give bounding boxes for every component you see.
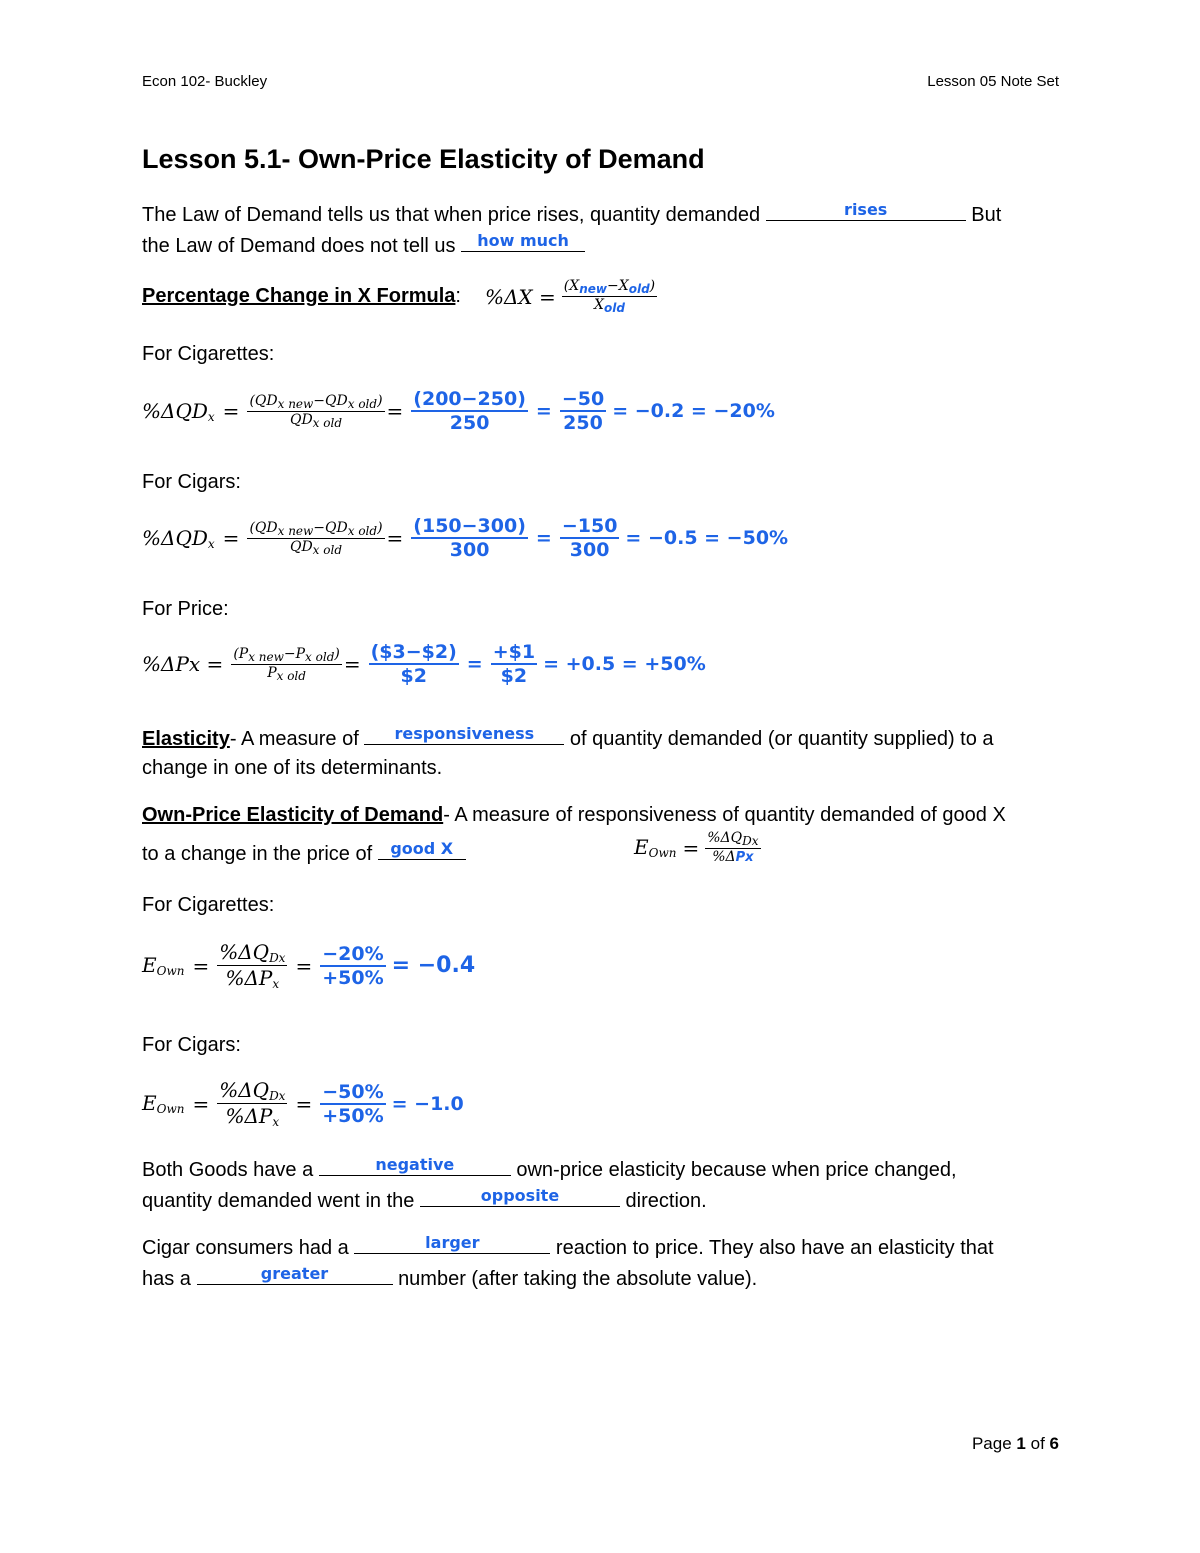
price-den-a: P xyxy=(267,664,277,681)
cig-e-formula xyxy=(142,940,475,991)
price-num-a: (P xyxy=(233,645,249,662)
own-price-formula xyxy=(634,830,761,865)
cigar-consumers-blank-1 xyxy=(354,1235,550,1254)
price-formula xyxy=(142,641,706,687)
price-hand-den1: $2 xyxy=(369,663,459,687)
own-price-formula-den xyxy=(705,848,760,865)
pct-den-old: old xyxy=(603,301,625,315)
cigar-e-hand-result: = −1.0 xyxy=(391,1092,464,1115)
cig-qd-hand-num1: (200−250) xyxy=(413,388,526,410)
cigar-qd-label: For Cigars: xyxy=(142,471,241,493)
both-line-2 xyxy=(142,1188,707,1213)
own-price-text-2: to a change in the price of xyxy=(142,843,373,865)
cigar-e-num-sub: Dx xyxy=(269,1089,286,1103)
cig-qd-eq: = xyxy=(222,399,240,423)
own-price-formula-num-sub: Dx xyxy=(742,834,759,848)
cigar-qd-den xyxy=(247,538,384,557)
cig-e-num-sub: Dx xyxy=(269,951,286,965)
cig-e-den xyxy=(217,965,287,991)
cigar-e-num-a: %ΔQ xyxy=(219,1078,270,1102)
cig-qd-hand-eq: = xyxy=(535,400,552,422)
page-number-label: Page xyxy=(971,1434,1012,1453)
cigar-e-eq2: = xyxy=(295,1091,313,1116)
cigar-qd-den-sub: x old xyxy=(312,542,342,557)
cigar-e-den-sub: x xyxy=(272,1115,280,1129)
page-number-of: of xyxy=(1030,1434,1045,1453)
law-text-3: the Law of Demand does not tell us xyxy=(142,235,456,257)
law-text-2: But xyxy=(971,204,1002,226)
elasticity-text-1: - A measure of xyxy=(229,728,359,750)
law-blank-2 xyxy=(461,233,585,252)
cig-e-lhs-e: E xyxy=(142,953,157,977)
cig-e-den-a: %ΔP xyxy=(225,966,273,990)
cigar-qd-lhs-main: %ΔQD xyxy=(142,525,208,550)
pct-formula-lhs: %ΔX = xyxy=(484,284,556,309)
cigar-consumers-answer-2: greater xyxy=(260,1264,329,1283)
both-blank-2 xyxy=(420,1188,620,1207)
own-price-formula-sub: Own xyxy=(648,846,677,860)
law-answer-2: how much xyxy=(477,231,569,250)
cigar-e-label: For Cigars: xyxy=(142,1034,241,1056)
price-num-mid: −P xyxy=(283,645,306,662)
cigar-qd-eq: = xyxy=(222,526,240,550)
cigar-e-lhs-e: E xyxy=(142,1091,157,1115)
cig-qd-num-sub2: x old xyxy=(347,396,378,411)
cigar-consumers-line-1 xyxy=(142,1235,994,1260)
pct-num-close: ) xyxy=(649,278,656,294)
cigar-consumers-text-2: reaction to price. They also have an elasticity that xyxy=(555,1237,994,1259)
cig-qd-hand-den1: 250 xyxy=(411,410,528,434)
cig-qd-lhs xyxy=(142,399,215,424)
cigar-consumers-answer-1: larger xyxy=(425,1233,480,1252)
both-line-1 xyxy=(142,1157,957,1182)
law-line-1 xyxy=(142,202,1001,227)
cig-qd-hand-num2: −50 xyxy=(561,388,605,410)
cigar-qd-num-mid: −QD xyxy=(313,519,348,536)
cig-qd-hand-den2: 250 xyxy=(560,410,606,434)
cig-e-hand-den: +50% xyxy=(322,966,384,989)
price-hand-frac2 xyxy=(491,641,537,687)
cigar-qd-hand-result: = −0.5 = −50% xyxy=(625,527,789,549)
own-price-formula-lhs xyxy=(634,835,676,860)
pct-formula-colon: : xyxy=(455,285,461,307)
pct-formula-line xyxy=(142,278,657,315)
law-answer-1: rises xyxy=(844,200,888,219)
header-left: Econ 102- Buckley xyxy=(142,73,268,90)
cig-qd-num-mid: −QD xyxy=(313,392,348,409)
own-price-line-2 xyxy=(142,841,466,866)
cigar-consumers-text-4: number (after taking the absolute value). xyxy=(398,1268,758,1290)
header-right: Lesson 05 Note Set xyxy=(927,73,1059,90)
cig-qd-num-a: (QD xyxy=(249,392,278,409)
cigar-qd-num-close: ) xyxy=(377,519,383,536)
cig-qd-label: For Cigarettes: xyxy=(142,343,275,365)
cig-e-eq: = xyxy=(192,953,210,978)
page-title: Lesson 5.1- Own-Price Elasticity of Demand xyxy=(142,144,705,174)
pct-formula-numerator xyxy=(562,278,657,296)
cig-e-eq2: = xyxy=(295,953,313,978)
cigar-e-fraction xyxy=(217,1078,287,1129)
price-num xyxy=(231,646,342,664)
cigar-e-hand-den: +50% xyxy=(322,1104,384,1127)
cig-e-hand-num: −20% xyxy=(322,942,384,965)
cigar-qd-hand-den2: 300 xyxy=(560,537,620,561)
pct-num-old: old xyxy=(628,282,650,296)
cigar-e-formula xyxy=(142,1078,464,1129)
cig-e-lhs-sub: Own xyxy=(156,964,185,978)
cigar-qd-den-a: QD xyxy=(289,538,313,555)
both-blank-1 xyxy=(319,1157,511,1176)
both-answer-2: opposite xyxy=(480,1186,560,1205)
cigar-qd-num-a: (QD xyxy=(249,519,278,536)
elasticity-blank xyxy=(364,726,564,745)
own-price-answer: good X xyxy=(390,839,454,858)
elasticity-answer: responsiveness xyxy=(394,724,535,743)
cigar-qd-hand-frac2 xyxy=(560,515,620,561)
cig-qd-num-close: ) xyxy=(377,392,383,409)
own-price-formula-eq: = xyxy=(682,835,700,860)
cigar-consumers-text-1: Cigar consumers had a xyxy=(142,1237,349,1259)
pct-num-new: new xyxy=(579,282,608,296)
pct-num-mid: −X xyxy=(607,278,629,294)
cig-e-hand-frac xyxy=(320,943,385,989)
pct-den: X xyxy=(594,297,604,313)
pct-formula-denominator xyxy=(562,296,657,315)
both-text-1: Both Goods have a xyxy=(142,1159,314,1181)
cig-e-num xyxy=(217,940,287,965)
cig-qd-den xyxy=(247,411,384,430)
law-line-2 xyxy=(142,233,585,258)
cig-qd-fraction xyxy=(247,393,384,430)
price-hand-den2: $2 xyxy=(491,663,537,687)
own-price-formula-num-a: %ΔQ xyxy=(707,830,743,846)
cigar-e-lhs-sub: Own xyxy=(156,1102,185,1116)
cigar-qd-hand-num1: (150−300) xyxy=(413,515,526,537)
cig-e-num-a: %ΔQ xyxy=(219,940,270,964)
law-blank-1 xyxy=(766,202,966,221)
pct-formula-fraction xyxy=(562,278,657,315)
cigar-qd-num-sub1: x new xyxy=(277,523,314,538)
own-price-blank xyxy=(378,841,466,860)
cigar-qd-num-sub2: x old xyxy=(347,523,378,538)
cigar-qd-eq2: = xyxy=(386,526,404,550)
own-price-formula-e: E xyxy=(634,835,649,859)
elasticity-line-2: change in one of its determinants. xyxy=(142,757,443,779)
cigar-e-num xyxy=(217,1078,287,1103)
cig-qd-hand-frac1 xyxy=(411,388,528,434)
cig-qd-eq2: = xyxy=(386,399,404,423)
both-text-3: quantity demanded went in the xyxy=(142,1190,415,1212)
cigar-qd-lhs xyxy=(142,526,215,551)
cigar-e-hand-frac xyxy=(320,1081,385,1127)
both-text-4: direction. xyxy=(625,1190,707,1212)
cigar-qd-lhs-sub: x xyxy=(207,536,215,551)
price-eq: = xyxy=(343,652,361,676)
price-num-sub2: x old xyxy=(305,649,335,664)
price-hand-num1: ($3−$2) xyxy=(370,641,457,663)
cig-qd-hand-frac2 xyxy=(560,388,606,434)
cigar-qd-hand-frac1 xyxy=(411,515,528,561)
cig-qd-den-a: QD xyxy=(289,411,313,428)
cigar-qd-formula xyxy=(142,515,788,561)
both-text-2: own-price elasticity because when price changed, xyxy=(516,1159,957,1181)
cigar-e-lhs xyxy=(142,1091,184,1116)
cig-e-den-sub: x xyxy=(272,977,280,991)
price-den-sub: x old xyxy=(276,668,306,683)
cigar-qd-fraction xyxy=(247,520,384,557)
own-price-formula-den-a: %Δ xyxy=(712,849,736,865)
own-price-formula-frac xyxy=(705,830,760,865)
cigar-qd-hand-den1: 300 xyxy=(411,537,528,561)
pct-formula-label: Percentage Change in X Formula xyxy=(142,285,456,307)
cigar-e-den xyxy=(217,1103,287,1129)
price-num-close: ) xyxy=(334,645,340,662)
elasticity-label: Elasticity xyxy=(142,728,230,750)
cig-e-fraction xyxy=(217,940,287,991)
price-hand-eq: = xyxy=(466,653,483,675)
price-lhs: %ΔPx = xyxy=(142,652,224,676)
price-fraction xyxy=(231,646,342,683)
price-hand-result: = +0.5 = +50% xyxy=(543,653,706,675)
cig-qd-hand-result: = −0.2 = −20% xyxy=(612,400,775,422)
law-text-1: The Law of Demand tells us that when price rises, quantity demanded xyxy=(142,204,761,226)
elasticity-line-1 xyxy=(142,726,994,751)
page-number-current: 1 xyxy=(1016,1434,1026,1453)
cigar-consumers-text-3: has a xyxy=(142,1268,191,1290)
both-answer-1: negative xyxy=(375,1155,455,1174)
cig-qd-lhs-main: %ΔQD xyxy=(142,398,208,423)
cig-e-label: For Cigarettes: xyxy=(142,894,275,916)
cig-qd-den-sub: x old xyxy=(312,415,342,430)
cigar-consumers-blank-2 xyxy=(197,1266,393,1285)
own-price-formula-num xyxy=(705,830,760,848)
price-label: For Price: xyxy=(142,598,229,620)
cigar-qd-num xyxy=(247,520,384,538)
cig-qd-num xyxy=(247,393,384,411)
price-hand-frac1 xyxy=(369,641,459,687)
cigar-e-eq: = xyxy=(192,1091,210,1116)
cig-e-lhs xyxy=(142,953,184,978)
page-number-total: 6 xyxy=(1049,1434,1059,1453)
own-price-text-1: - A measure of responsiveness of quantity demanded of good X xyxy=(443,804,1006,826)
page-number xyxy=(972,1434,1059,1454)
own-price-label: Own-Price Elasticity of Demand xyxy=(142,804,444,826)
price-den xyxy=(231,664,342,683)
price-num-sub1: x new xyxy=(248,649,284,664)
cig-qd-num-sub1: x new xyxy=(277,396,314,411)
cigar-consumers-line-2 xyxy=(142,1266,757,1291)
pct-num-open: (X xyxy=(563,278,580,294)
cigar-e-den-a: %ΔP xyxy=(225,1104,273,1128)
cig-qd-formula xyxy=(142,388,775,434)
cigar-e-hand-num: −50% xyxy=(322,1080,384,1103)
cigar-qd-hand-num2: −150 xyxy=(561,515,618,537)
own-price-formula-den-hand: Px xyxy=(735,850,754,865)
own-price-line-1 xyxy=(142,804,1006,827)
cigar-qd-hand-eq: = xyxy=(535,527,552,549)
price-hand-num2: +$1 xyxy=(492,641,536,663)
elasticity-text-2: of quantity demanded (or quantity supplied) to a xyxy=(569,728,994,750)
cig-qd-lhs-sub: x xyxy=(207,409,215,424)
cig-e-hand-result: = −0.4 xyxy=(391,953,476,978)
